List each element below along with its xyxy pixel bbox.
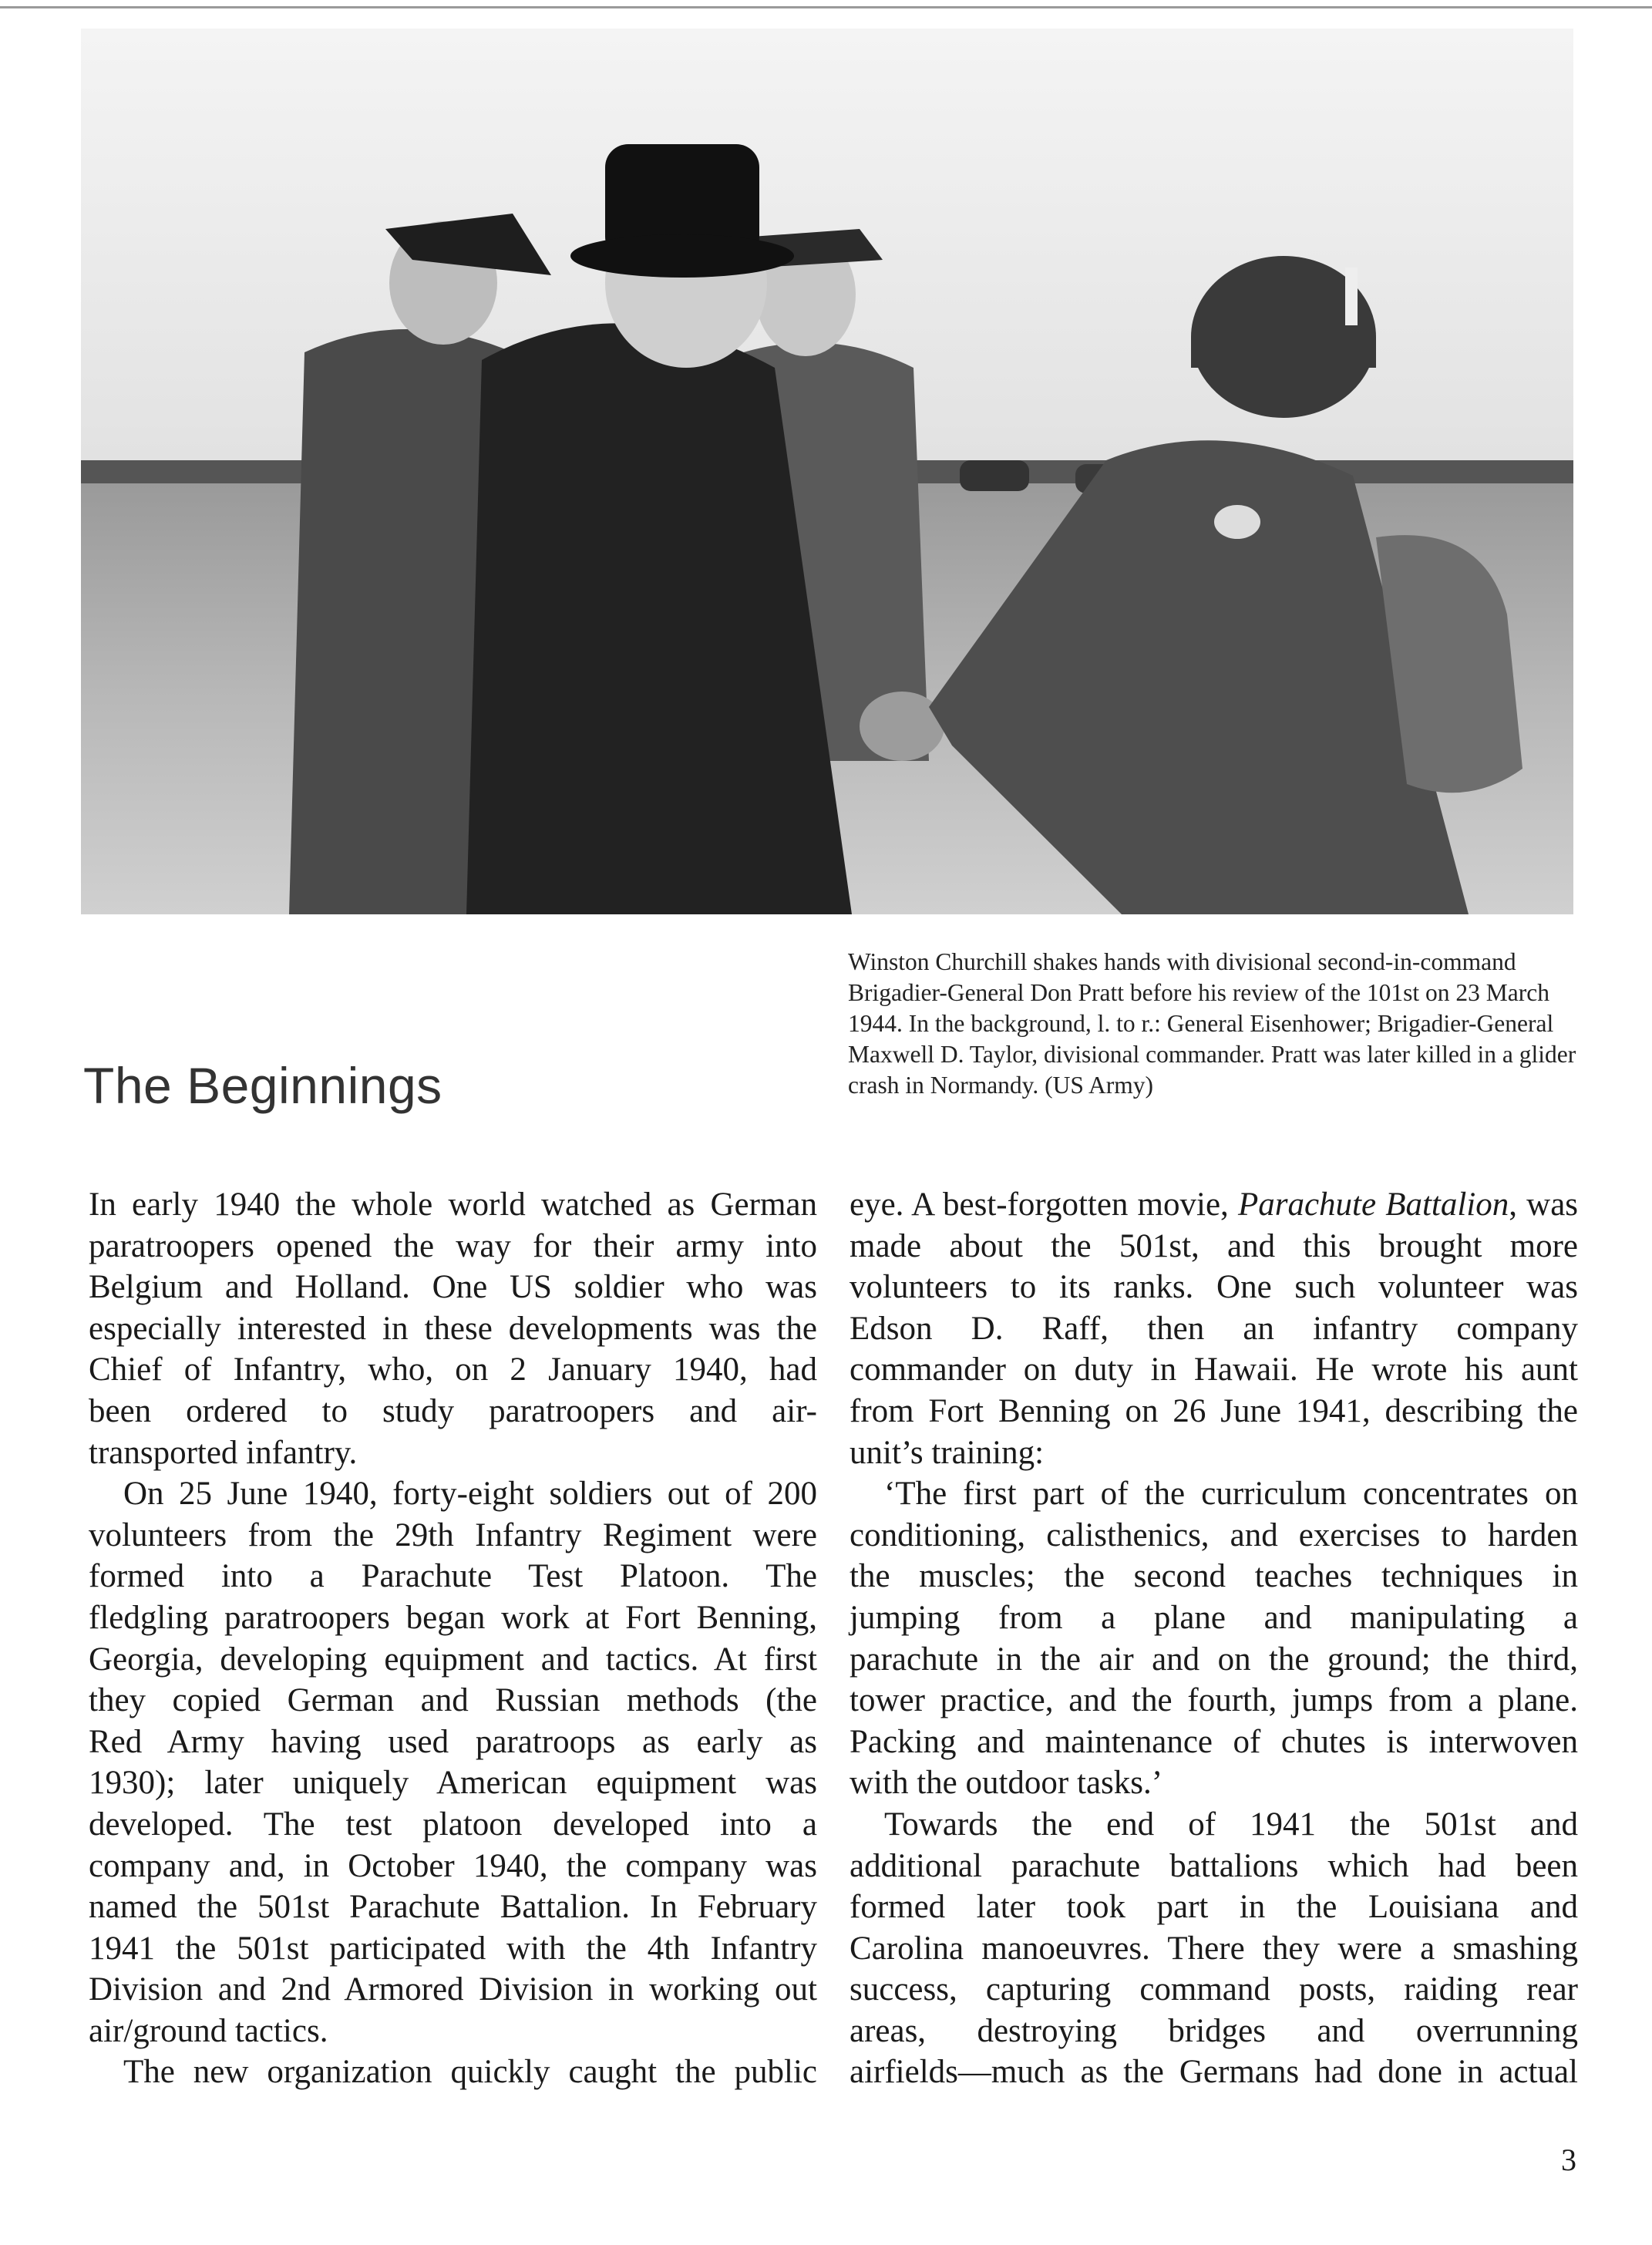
text-line: volunteers to its ranks. One such volunteer was	[850, 1269, 1578, 1306]
text-line: On 25 June 1940, forty-eight soldiers out of 200	[123, 1476, 817, 1513]
text-segment: , was	[1509, 1186, 1579, 1223]
text-line: Towards the end of 1941 the 501st and	[884, 1806, 1578, 1843]
photo-churchill-handshake	[81, 29, 1573, 914]
text-line: Red Army having used paratroops as early as	[89, 1723, 817, 1760]
text-line: Georgia, developing equipment and tactics. At first	[89, 1641, 817, 1678]
text-line: commander on duty in Hawaii. He wrote his aunt	[850, 1351, 1578, 1388]
text-line	[850, 1184, 1578, 1226]
photo-caption: Winston Churchill shakes hands with divisional second-in-command Brigadier-General Don Pratt before his review of the 101st on 23 March 1944. In the background, l. to r.: General Eisenhower; Brigadier-General Maxwell D. Taylor, divisional commander. Pratt was later killed in a glider crash in Normandy. (US Army)	[848, 948, 1576, 1099]
text-line: The new organization quickly caught the public	[123, 2054, 817, 2091]
text-line: fledgling paratroopers began work at Fort Benning,	[89, 1599, 817, 1636]
text-line: ‘The first part of the curriculum concentrates on	[884, 1476, 1578, 1513]
text-line: unit’s training:	[850, 1434, 1045, 1471]
body-column-right	[850, 1184, 1578, 2093]
text-line: Packing and maintenance of chutes is interwoven	[850, 1723, 1578, 1760]
text-line: transported infantry.	[89, 1434, 358, 1471]
text-line: developed. The test platoon developed into a	[89, 1806, 817, 1843]
text-line: tower practice, and the fourth, jumps from a plane.	[850, 1682, 1578, 1719]
text-line: formed into a Parachute Test Platoon. The	[89, 1558, 817, 1595]
text-line: jumping from a plane and manipulating a	[850, 1599, 1578, 1636]
text-line: areas, destroying bridges and overrunning	[850, 2012, 1578, 2049]
text-line: Belgium and Holland. One US soldier who was	[89, 1269, 817, 1306]
text-line: conditioning, calisthenics, and exercises to harden	[850, 1516, 1578, 1553]
text-line: the muscles; the second teaches techniques in	[850, 1558, 1578, 1595]
text-line: air/ground tactics.	[89, 2012, 328, 2049]
text-line: made about the 501st, and this brought more	[850, 1227, 1578, 1264]
page-number: 3	[1561, 2142, 1576, 2177]
text-line: they copied German and Russian methods (the	[89, 1682, 817, 1719]
body-column-left	[89, 1184, 817, 2093]
text-line: Chief of Infantry, who, on 2 January 1940, had	[89, 1351, 817, 1388]
text-line: with the outdoor tasks.’	[850, 1765, 1163, 1802]
text-line: 1930); later uniquely American equipment was	[89, 1765, 817, 1802]
text-line: especially interested in these developments was the	[89, 1310, 817, 1347]
text-line: from Fort Benning on 26 June 1941, describing the	[850, 1392, 1578, 1429]
text-line: been ordered to study paratroopers and air-	[89, 1392, 817, 1429]
section-heading: The Beginnings	[83, 1057, 442, 1114]
text-line: company and, in October 1940, the company was	[89, 1847, 817, 1884]
text-line: volunteers from the 29th Infantry Regiment were	[89, 1516, 817, 1553]
text-segment: eye. A best-forgotten movie,	[850, 1186, 1238, 1223]
photograph-image	[81, 29, 1573, 914]
film-title: Parachute Battalion	[1237, 1186, 1509, 1223]
text-line: paratroopers opened the way for their army into	[89, 1227, 817, 1264]
text-line: success, capturing command posts, raiding rear	[850, 1971, 1578, 2008]
text-line: Division and 2nd Armored Division in working out	[89, 1971, 817, 2008]
text-line: Edson D. Raff, then an infantry company	[850, 1310, 1578, 1347]
text-line: airfields—much as the Germans had done in actual	[850, 2054, 1578, 2091]
text-line: Carolina manoeuvres. There they were a smashing	[850, 1930, 1578, 1967]
text-line: formed later took part in the Louisiana and	[850, 1889, 1578, 1926]
text-line: named the 501st Parachute Battalion. In February	[89, 1889, 817, 1926]
text-line: parachute in the air and on the ground; the third,	[850, 1641, 1578, 1678]
text-line: In early 1940 the whole world watched as German	[89, 1186, 817, 1223]
text-line: additional parachute battalions which had been	[850, 1847, 1578, 1884]
top-rule	[0, 6, 1652, 8]
text-line: 1941 the 501st participated with the 4th Infantry	[89, 1930, 817, 1967]
